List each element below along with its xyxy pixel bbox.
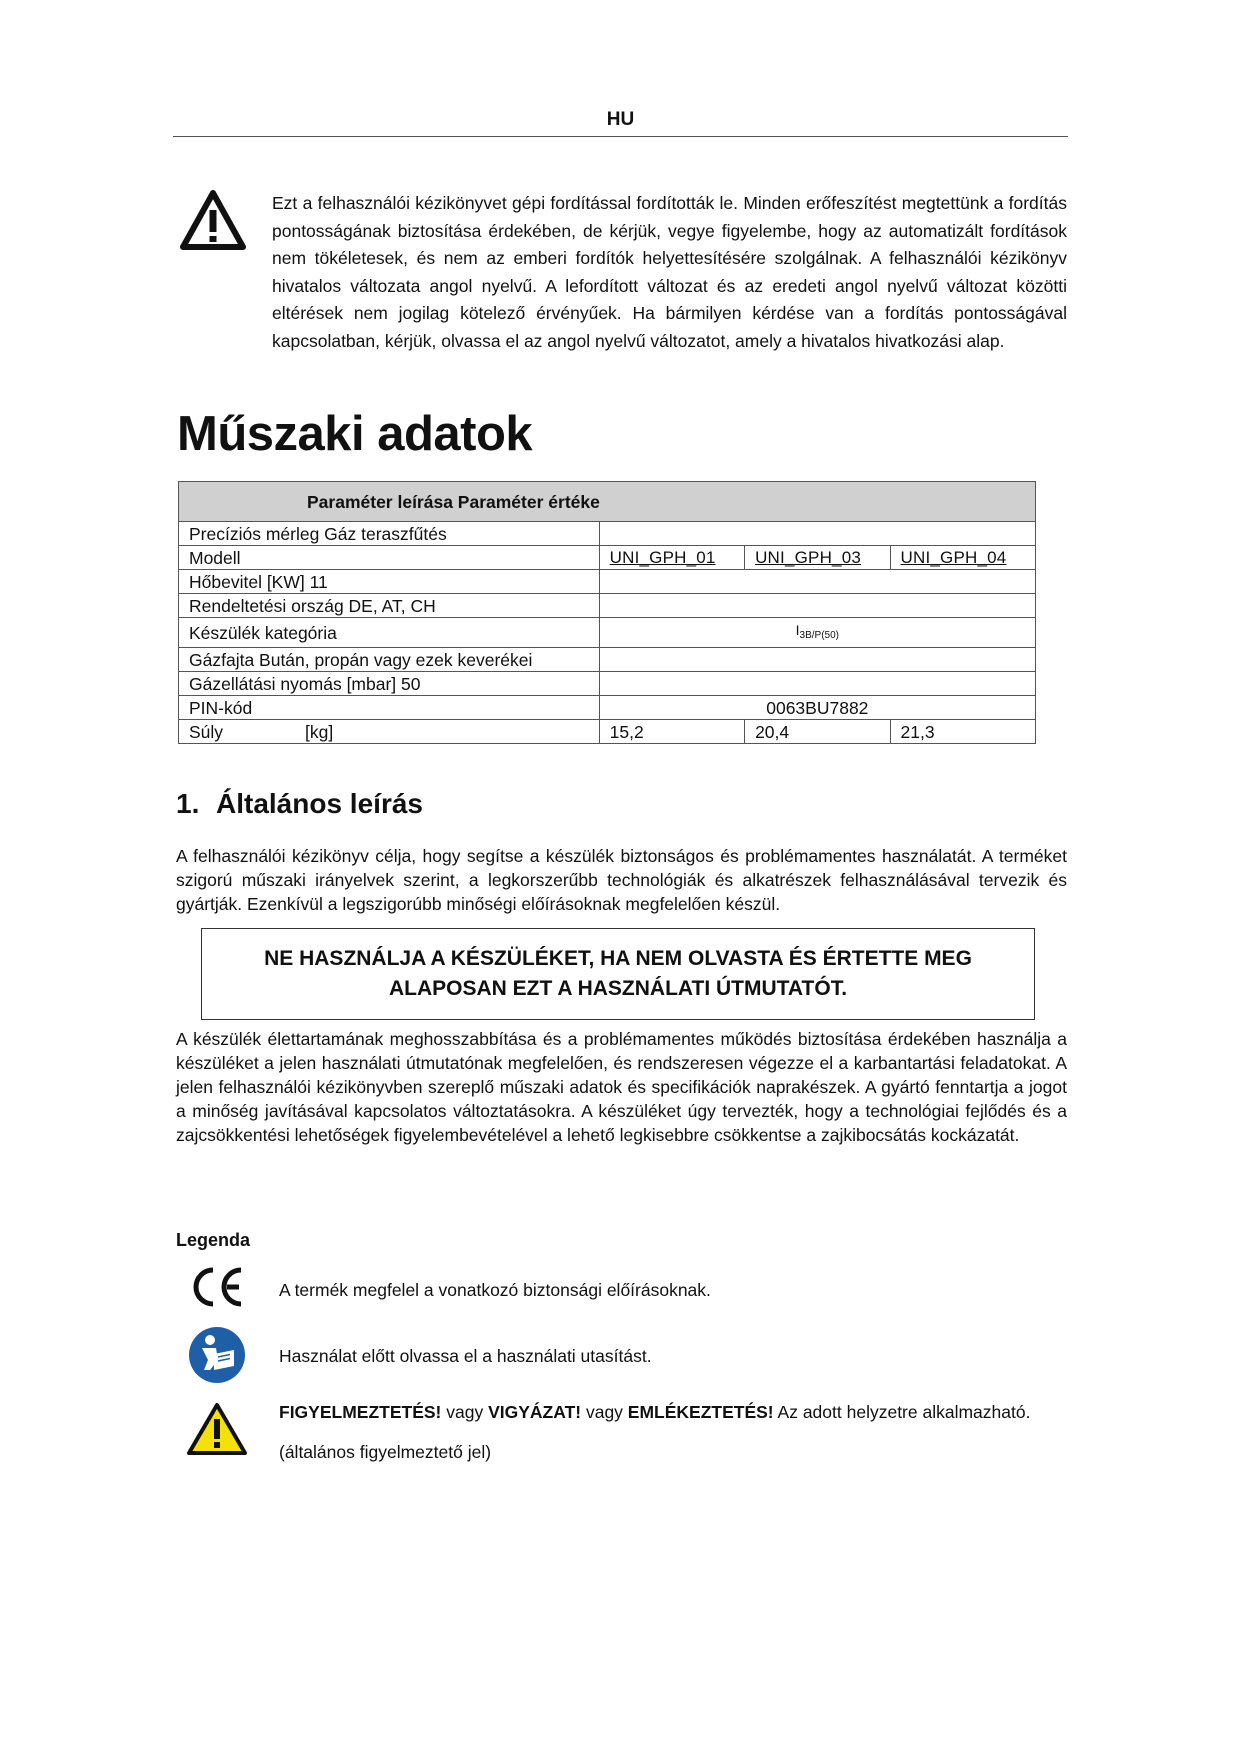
table-row xyxy=(179,546,1036,570)
warning-legend-note: (általános figyelmeztető jel) xyxy=(279,1442,492,1462)
table-row xyxy=(179,594,1036,618)
section-title: Általános leírás xyxy=(216,788,423,819)
table-row xyxy=(179,720,1036,744)
country-cell: Rendeltetési ország DE, AT, CH xyxy=(179,594,600,618)
usage-paragraph: A készülék élettartamának meghosszabbítása és a problémamentes működés biztosítása érdekében használja a készüléket a jelen használati útmutatónak megfelelően, és rendszeresen végezze el a karbantartási feladatokat. A jelen felhasználói kézikönyvben szereplő műszaki adatok és specifikációk naprakészek. A gyártó fenntartja a jogot a minőség javításával kapcsolatos változtatásokra. A készüléket úgy tervezték, hogy a technológiai fejlődés és a zajcsökkentési lehetőségek figyelembevételével a lehető legkisebbre csökkentse a zajkibocsátás kockázatát. xyxy=(176,1029,1067,1145)
section-heading xyxy=(176,786,423,822)
model-value: UNI_GPH_03 xyxy=(755,548,862,567)
model-value: UNI_GPH_01 xyxy=(609,548,716,567)
weight-value: 15,2 xyxy=(599,720,744,744)
heat-input-cell: Hőbevitel [KW] 11 xyxy=(179,570,600,594)
ce-legend-text: A termék megfelel a vonatkozó biztonsági előírásoknak. xyxy=(279,1280,711,1300)
page-header xyxy=(173,108,1068,137)
ce-mark-icon xyxy=(191,1266,247,1308)
weight-value: 20,4 xyxy=(745,720,890,744)
technical-data-table xyxy=(178,481,1036,744)
warning-triangle-icon xyxy=(180,190,246,250)
weight-value: 21,3 xyxy=(890,720,1035,744)
read-manual-icon xyxy=(188,1326,246,1384)
weight-label: Súly xyxy=(189,721,224,742)
table-header-row xyxy=(179,482,1036,522)
model-label: Modell xyxy=(179,546,600,570)
section-number: 1. xyxy=(176,788,200,819)
important-notice: NE HASZNÁLJA A KÉSZÜLÉKET, HA NEM OLVASTA ÉS ÉRTETTE MEG ALAPOSAN EZT A HASZNÁLATI ÚTMUTATÓT. xyxy=(264,947,972,1000)
table-row xyxy=(179,570,1036,594)
warning-legend-text: FIGYELMEZTETÉS! vagy VIGYÁZAT! vagy EMLÉKEZTETÉS! Az adott helyzetre alkalmazható. xyxy=(279,1402,1031,1422)
legend-heading: Legenda xyxy=(176,1230,251,1250)
manual-legend-text: Használat előtt olvassa el a használati utasítást. xyxy=(279,1346,652,1366)
category-label: Készülék kategória xyxy=(179,618,600,648)
category-value: I3B/P(50) xyxy=(599,618,1035,648)
table-row xyxy=(179,696,1036,720)
pin-label: PIN-kód xyxy=(179,696,600,720)
table-row xyxy=(179,672,1036,696)
caution-triangle-icon xyxy=(186,1402,248,1456)
table-row xyxy=(179,648,1036,672)
translation-disclaimer: Ezt a felhasználói kézikönyvet gépi fordítással fordították le. Minden erőfeszítést megtettünk a fordítás pontosságának biztosítása érdekében, de kérjük, vegye figyelembe, hogy az automatizált fordítások nem tökéletesek, és nem az emberi fordítók helyettesítésére szolgálnak. A felhasználói kézikönyv hivatalos változata angol nyelvű. A lefordított változat és az eredeti angol nyelvű változat közötti eltérések nem jogilag kötelező érvényűek. Ha bármilyen kérdése van a fordítás pontosságával kapcsolatban, kérjük, olvassa el az angol nyelvű változatot, amely a hivatalos hivatkozási alap. xyxy=(272,193,1067,351)
language-code: HU xyxy=(606,109,635,130)
gas-type-cell: Gázfajta Bután, propán vagy ezek keverékei xyxy=(179,648,600,672)
table-row xyxy=(179,522,1036,546)
important-notice-box xyxy=(201,928,1035,1020)
page-title: Műszaki adatok xyxy=(177,407,533,461)
table-row xyxy=(179,618,1036,648)
weight-unit: [kg] xyxy=(305,721,334,742)
gas-pressure-cell: Gázellátási nyomás [mbar] 50 xyxy=(179,672,600,696)
table-header: Paraméter leírása Paraméter értéke xyxy=(307,491,600,512)
intro-paragraph: A felhasználói kézikönyv célja, hogy segítse a készülék biztonságos és problémamentes használatát. A terméket szigorú műszaki irányelvek szerint, a legkorszerűbb technológiák és alkatrészek felhasználásával tervezik és gyártják. Ezenkívül a legszigorúbb minőségi előírásoknak megfelelően készül. xyxy=(176,846,1067,914)
pin-value: 0063BU7882 xyxy=(599,696,1035,720)
model-value: UNI_GPH_04 xyxy=(900,548,1007,567)
product-cell: Precíziós mérleg Gáz teraszfűtés xyxy=(179,522,600,546)
